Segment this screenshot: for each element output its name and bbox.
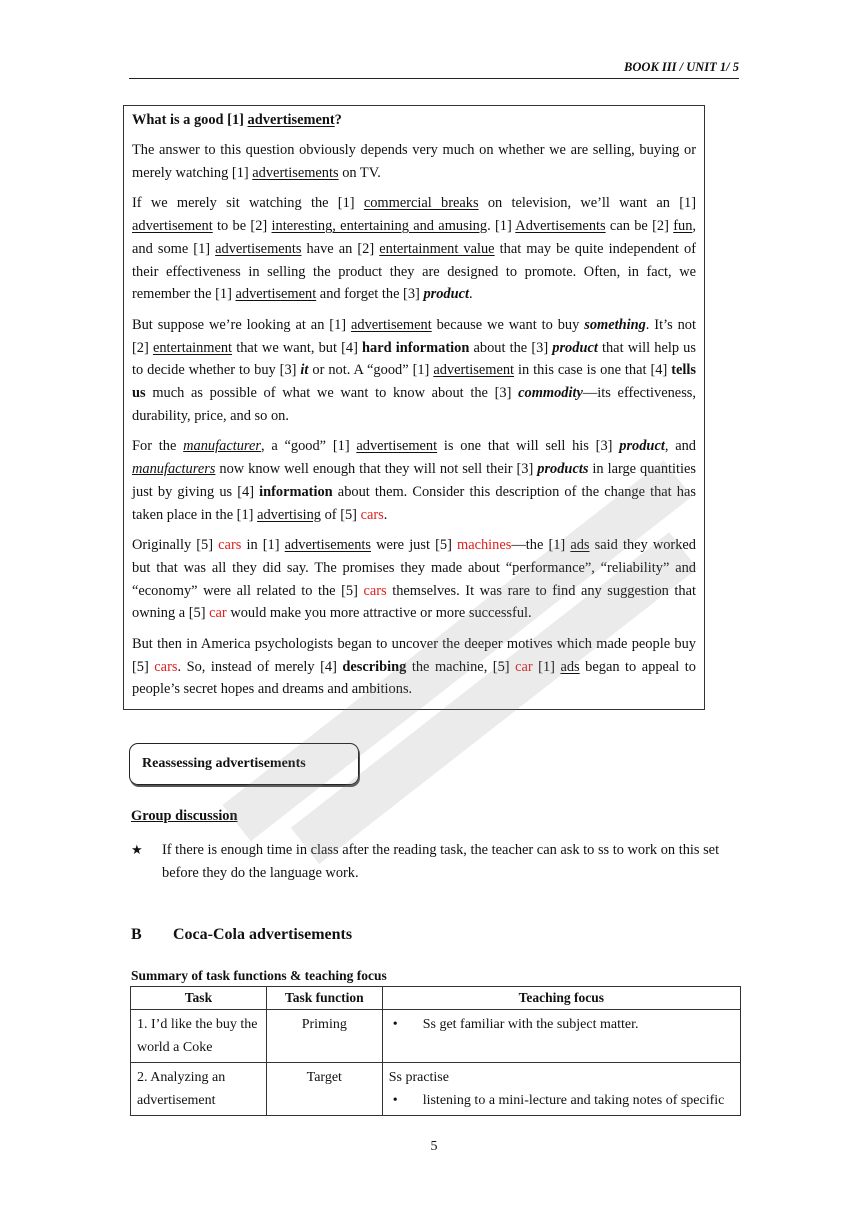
task-cell: 1. I’d like the buy the world a Coke: [131, 1010, 267, 1063]
table-header-row: [131, 987, 741, 1010]
passage-paragraph-3: But suppose we’re looking at an [1] advertisement because we want to buy something. It’s not [2] entertainment that we want, but [4] hard information about the [3] product that will help us to decide whether to buy [3] it or not. A “good” [1] advertisement in this case is one that [4] tells us much as possible of what we want to know about the [3] commodity—its effectiveness, durability, price, and so on.: [132, 316, 696, 424]
summary-table-title: Summary of task functions & teaching focus: [131, 968, 387, 983]
task-cell: 2. Analyzing an advertisement: [131, 1063, 267, 1116]
bullet-dot-icon: •: [392, 1093, 398, 1108]
passage-paragraph-5: Originally [5] cars in [1] advertisements were just [5] machines—the [1] ads said they worked but that was all they did say. The promises they made about “performance”, “reliability” and “economy” were all related to the [5] cars themselves. It was rare to find any suggestion that owning a [5] car would make you more attractive or more successful.: [132, 537, 697, 622]
function-cell: Priming: [266, 1010, 382, 1063]
passage-paragraph-1: The answer to this question obviously depends very much on whether we are selling, buying or merely watching [1] advertisements on TV.: [132, 142, 696, 181]
bullet-text: If there is enough time in class after the reading task, the teacher can ask to ss to work on this set before they do the language work.: [162, 842, 720, 881]
group-discussion-heading: Group discussion: [131, 808, 238, 824]
header-teaching-focus: Teaching focus: [382, 987, 740, 1010]
passage-paragraph-2: If we merely sit watching the [1] commercial breaks on television, we’ll want an [1] advertisement to be [2] interesting, entertaining and amusing. [1] Advertisements can be [2] fun, and some [1] advertisements have an [2] entertainment value that may be quite independent of their effectiveness in selling the product they are designed to promote. Often, in fact, we remember the [1] advertisement and forget the [3] product.: [132, 195, 696, 303]
page-header: BOOK III / UNIT 1/ 5: [129, 60, 739, 79]
passage-paragraph-6: But then in America psychologists began to uncover the deeper motives which made people buy [5] cars. So, instead of merely [4] describing the machine, [5] car [1] ads began to appeal to people’s secret hopes and dreams and ambitions.: [132, 636, 696, 698]
section-b-heading: B Coca-Cola advertisements: [131, 926, 353, 943]
focus-cell: • Ss get familiar with the subject matter.: [382, 1010, 740, 1063]
star-bullet-icon: ★: [131, 842, 143, 857]
reading-passage-box: [123, 105, 705, 710]
header-task: Task: [131, 987, 267, 1010]
header-task-function: Task function: [266, 987, 382, 1010]
reassessing-section-label: Reassessing advertisements: [129, 743, 359, 785]
function-cell: Target: [266, 1063, 382, 1116]
group-discussion-bullet: [131, 839, 739, 884]
table-row: [131, 1010, 741, 1063]
table-row: [131, 1063, 741, 1116]
bullet-dot-icon: •: [392, 1017, 398, 1032]
summary-table: [130, 986, 741, 1116]
page-number: 5: [430, 1139, 438, 1154]
focus-cell: Ss practise • listening to a mini-lecture and taking notes of specific: [382, 1063, 740, 1116]
passage-title: What is a good [1] advertisement?: [132, 112, 342, 128]
passage-paragraph-4: For the manufacturer, a “good” [1] advertisement is one that will sell his [3] product, and manufacturers now know well enough that they will not sell their [3] products in large quantities just by giving us [4] information about them. Consider this description of the change that has taken place in the [1] advertising of [5] cars.: [132, 438, 696, 523]
focus-intro: Ss practise: [388, 1070, 449, 1085]
